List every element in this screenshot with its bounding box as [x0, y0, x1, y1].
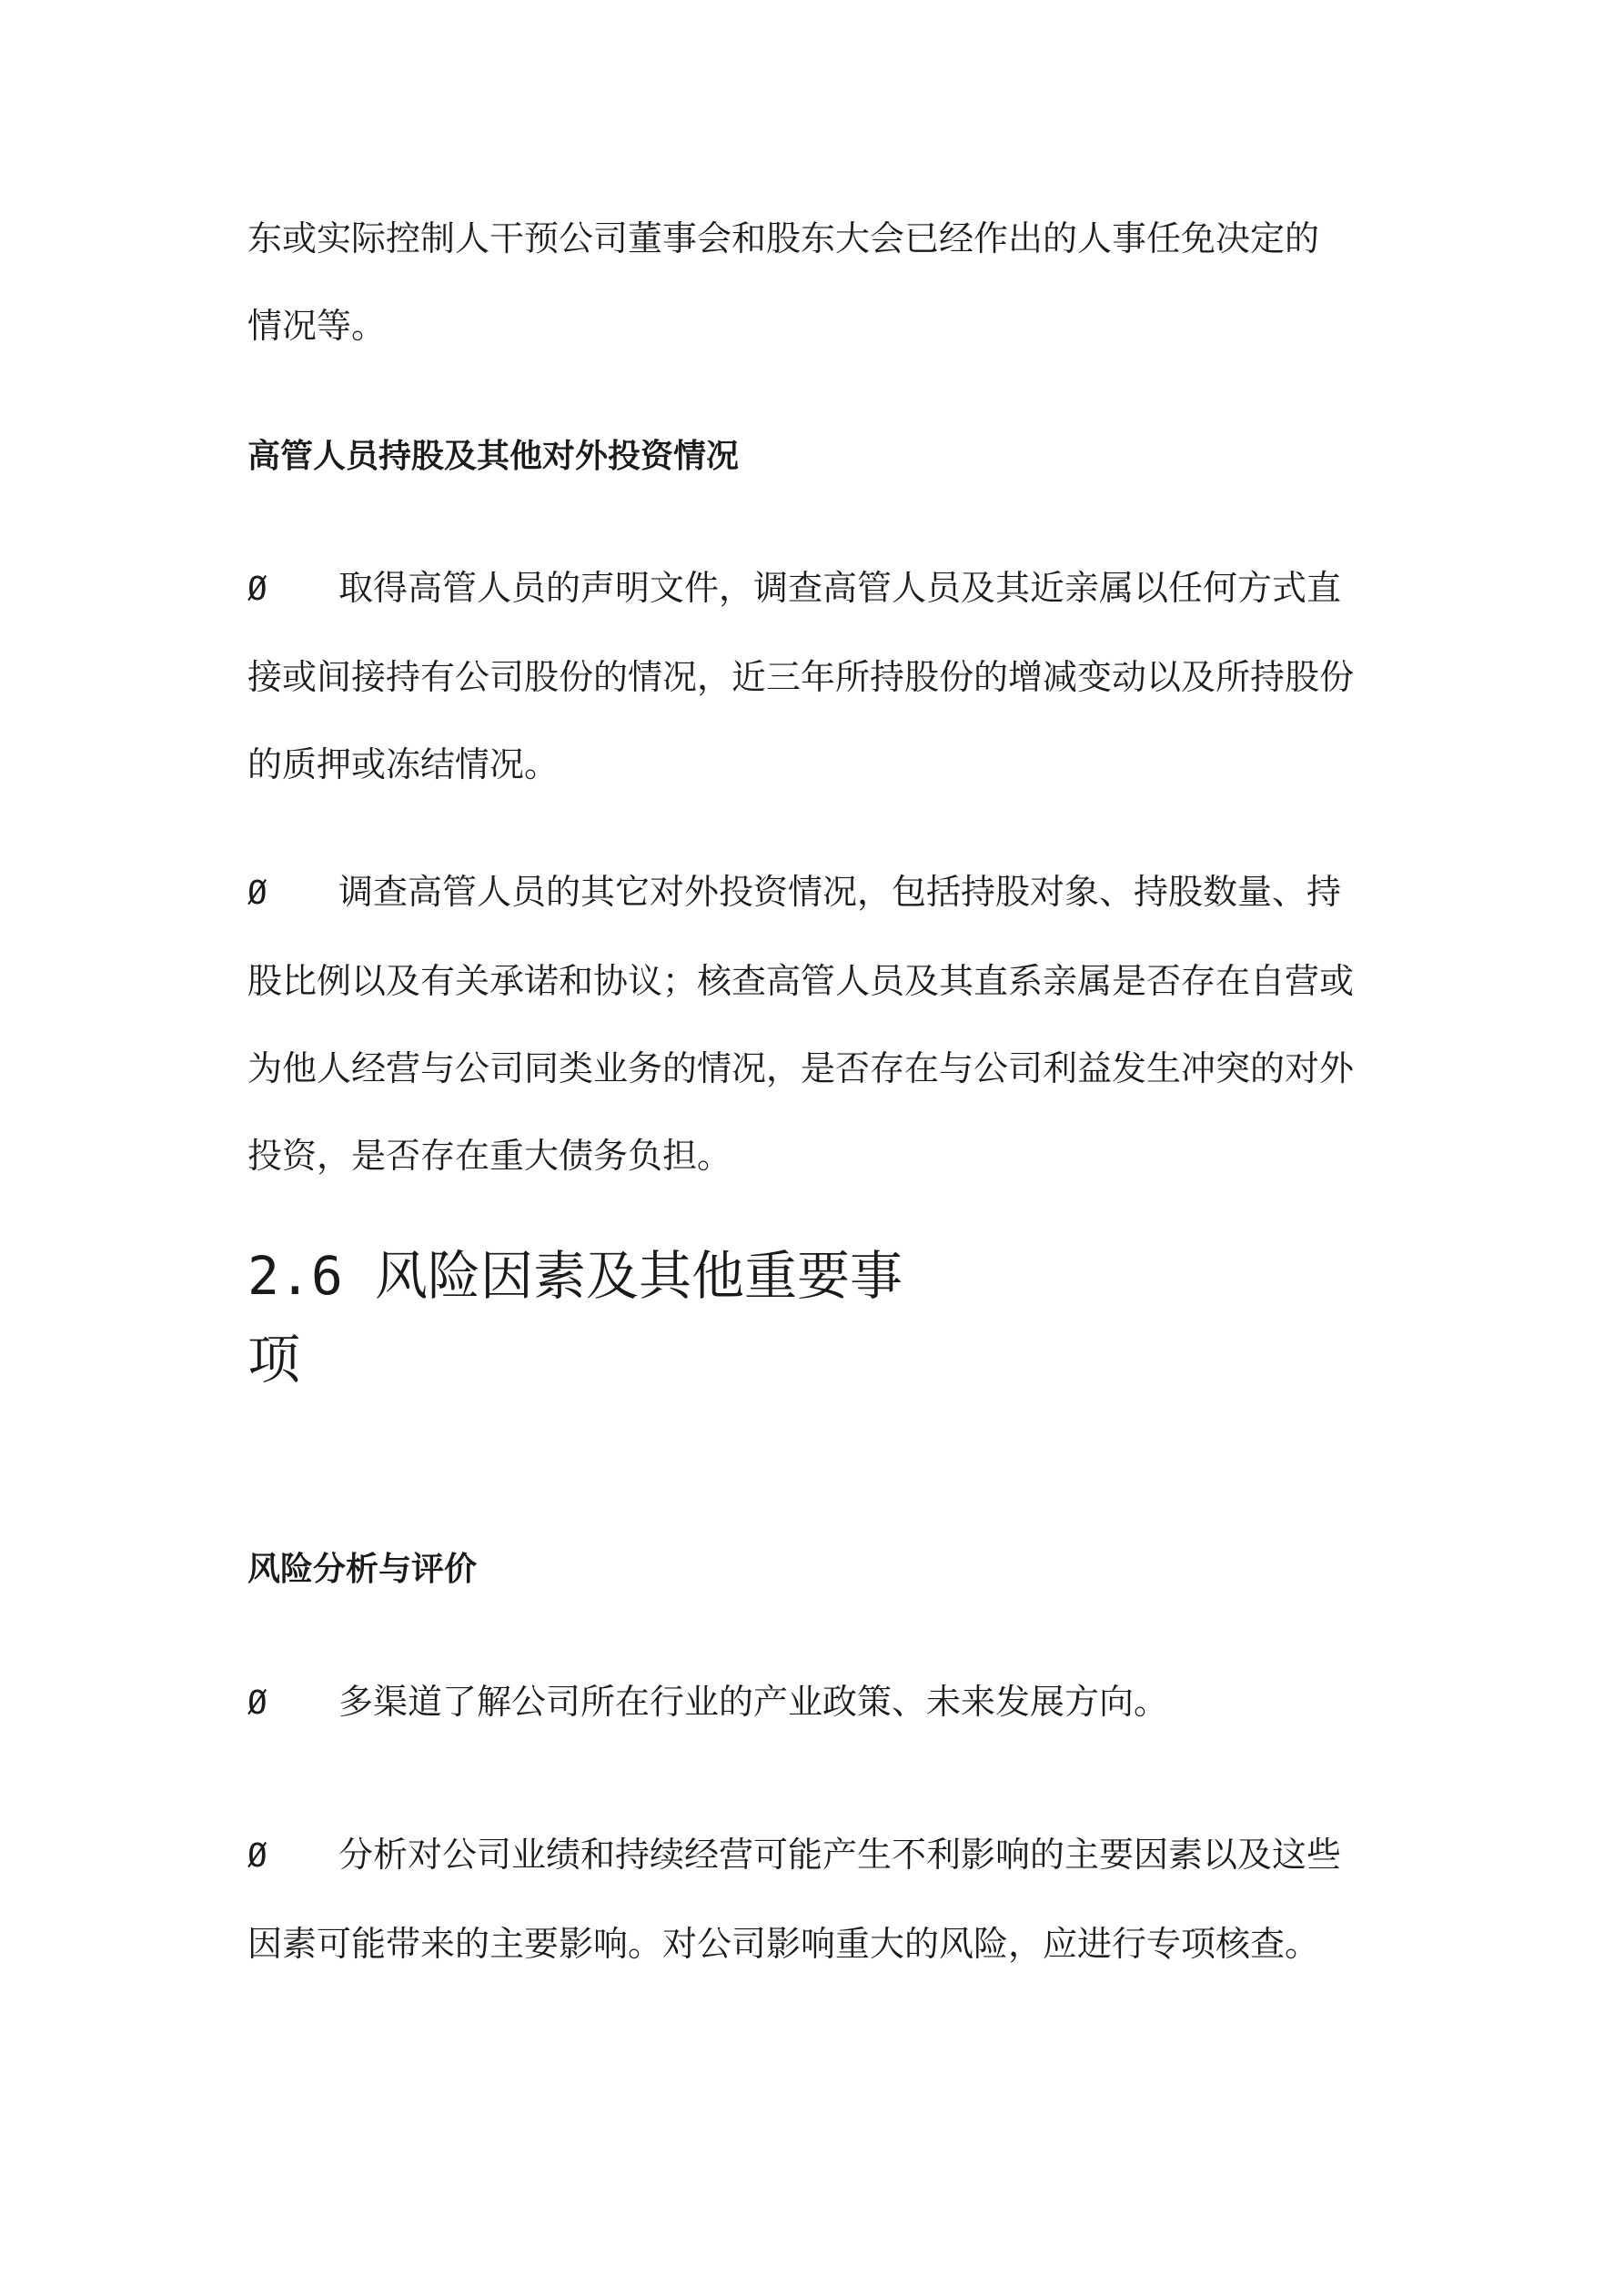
bullet-mark: Ø	[247, 571, 267, 608]
risk-bullet-1-line-1: 多渠道了解公司所在行业的产业政策、未来发展方向。	[338, 1682, 1169, 1722]
bullet-mark: Ø	[247, 875, 267, 912]
risk-bullet-2-line-2: 因素可能带来的主要影响。对公司影响重大的风险，应进行专项核查。	[247, 1924, 1320, 1964]
subsection-heading-risk: 风险分析与评价	[247, 1551, 478, 1588]
intro-line-2: 情况等。	[247, 306, 387, 346]
bullet-2-line-4: 投资，是否存在重大债务负担。	[247, 1136, 732, 1176]
risk-bullet-2-line-1: 分析对公司业绩和持续经营可能产生不利影响的主要因素以及这些	[338, 1835, 1342, 1875]
intro-paragraph	[247, 195, 1394, 369]
bullet-risk-1	[247, 1658, 1394, 1747]
bullet-shareholding-1	[247, 544, 1394, 808]
section-title-line-2: 项	[247, 1329, 301, 1391]
section-number: 2.6	[247, 1245, 343, 1307]
bullet-risk-2	[247, 1811, 1394, 1988]
bullet-1-line-3: 的质押或冻结情况。	[247, 744, 560, 784]
bullet-2-line-3: 为他人经营与公司同类业务的情况，是否存在与公司利益发生冲突的对外	[247, 1048, 1355, 1088]
bullet-shareholding-2	[247, 848, 1394, 1199]
bullet-1-line-1: 取得高管人员的声明文件，调查高管人员及其近亲属以任何方式直	[338, 568, 1342, 608]
bullet-1-line-2: 接或间接持有公司股份的情况，近三年所持股份的增减变动以及所持股份	[247, 657, 1355, 697]
bullet-mark: Ø	[247, 1837, 267, 1875]
subsection-heading-shareholding: 高管人员持股及其他对外投资情况	[247, 438, 740, 475]
intro-line-1: 东或实际控制人干预公司董事会和股东大会已经作出的人事任免决定的	[247, 218, 1320, 258]
bullet-2-line-2: 股比例以及有关承诺和协议；核查高管人员及其直系亲属是否存在自营或	[247, 961, 1355, 1001]
bullet-2-line-1: 调查高管人员的其它对外投资情况，包括持股对象、持股数量、持	[338, 872, 1342, 912]
section-title-line-1: 风险因素及其他重要事	[375, 1245, 903, 1307]
bullet-mark: Ø	[247, 1684, 267, 1722]
section-title	[247, 1234, 903, 1401]
